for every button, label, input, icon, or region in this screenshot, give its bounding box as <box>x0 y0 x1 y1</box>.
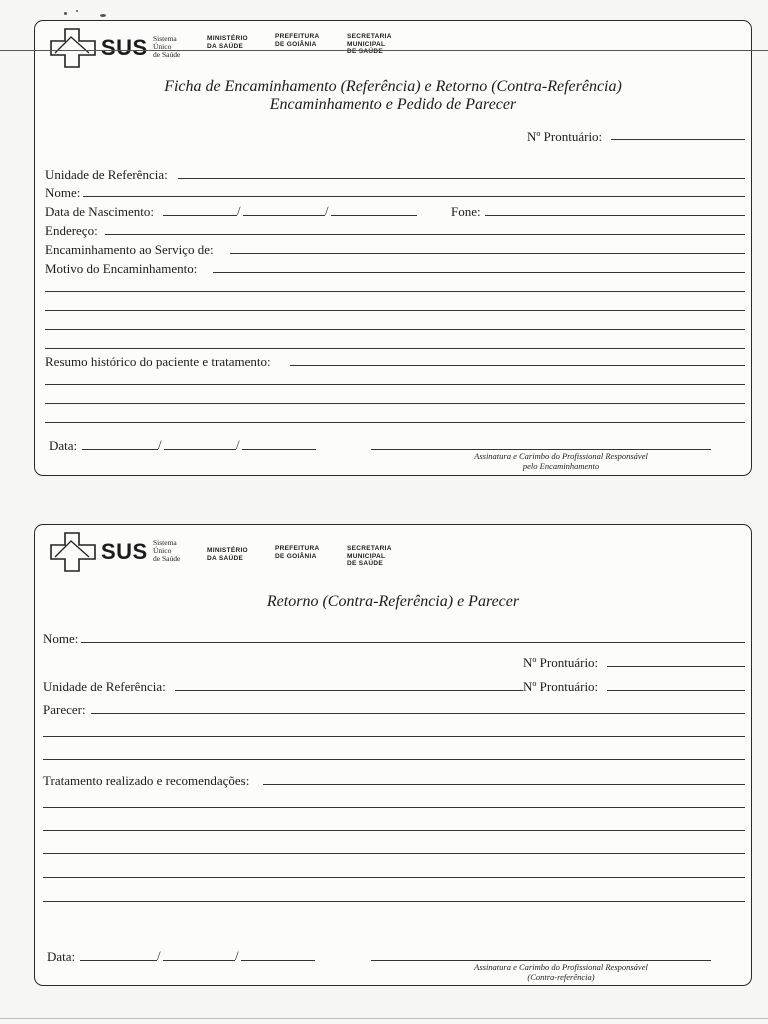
ministerio-label: MINISTÉRIO DA SAÚDE <box>207 35 248 50</box>
fone-field[interactable] <box>485 215 745 216</box>
data-month-field[interactable] <box>163 960 235 961</box>
form-title: Ficha de Encaminhamento (Referência) e Retorno (Contra-Referência) <box>164 78 622 95</box>
prontuario-field-2[interactable] <box>607 690 745 691</box>
form-title: Retorno (Contra-Referência) e Parecer <box>266 593 520 610</box>
data-label: Data: <box>47 949 76 964</box>
nascimento-day-field[interactable] <box>163 215 237 216</box>
data-day-field[interactable] <box>82 449 158 450</box>
signature-caption: Assinatura e Carimbo do Profissional Responsável pelo Encaminhamento <box>474 451 648 471</box>
prontuario-field[interactable] <box>611 139 745 140</box>
nascimento-year-field[interactable] <box>331 215 417 216</box>
date-separator: / <box>237 203 241 218</box>
tratamento-label: Tratamento realizado e recomendações: <box>43 773 250 788</box>
signature-caption: Assinatura e Carimbo do Profissional Responsável (Contra-referência) <box>474 962 648 982</box>
nome-label: Nome: <box>43 631 79 646</box>
motivo-field-line[interactable] <box>45 348 745 349</box>
scan-artifact-line <box>0 50 768 51</box>
date-separator: / <box>158 437 162 452</box>
nascimento-month-field[interactable] <box>243 215 325 216</box>
date-separator: / <box>325 203 329 218</box>
data-month-field[interactable] <box>164 449 236 450</box>
sus-wordmark: SUS <box>101 35 148 60</box>
resumo-field[interactable] <box>290 365 745 366</box>
endereco-label: Endereço: <box>45 223 98 238</box>
prontuario-label: Nº Prontuário: <box>527 129 603 144</box>
nascimento-label: Data de Nascimento: <box>45 204 155 219</box>
encaminhamento-servico-label: Encaminhamento ao Serviço de: <box>45 242 214 257</box>
motivo-field-line[interactable] <box>45 310 745 311</box>
resumo-field-line[interactable] <box>45 422 745 423</box>
date-separator: / <box>157 948 161 963</box>
motivo-label: Motivo do Encaminhamento: <box>45 261 198 276</box>
unidade-label: Unidade de Referência: <box>43 679 166 694</box>
tratamento-field[interactable] <box>263 784 745 785</box>
sus-subtitle: Sistema Único de Saúde <box>153 34 181 59</box>
prontuario-label: Nº Prontuário: <box>523 655 599 670</box>
data-year-field[interactable] <box>241 960 315 961</box>
counter-referral-form-card <box>34 524 752 986</box>
endereco-field[interactable] <box>105 234 745 235</box>
tratamento-field-line[interactable] <box>43 807 745 808</box>
data-label: Data: <box>49 438 78 453</box>
date-separator: / <box>236 437 240 452</box>
data-day-field[interactable] <box>80 960 157 961</box>
fone-label: Fone: <box>451 204 481 219</box>
scan-speck <box>100 14 106 17</box>
parecer-field-line[interactable] <box>43 759 745 760</box>
tratamento-field-line[interactable] <box>43 877 745 878</box>
sus-cross-logo-icon <box>49 531 99 573</box>
nome-field[interactable] <box>81 642 745 643</box>
encaminhamento-servico-field[interactable] <box>230 253 745 254</box>
ministerio-label: MINISTÉRIO DA SAÚDE <box>207 547 248 562</box>
scan-speck <box>64 12 67 15</box>
date-separator: / <box>235 948 239 963</box>
sus-wordmark: SUS <box>101 539 148 564</box>
resumo-field-line[interactable] <box>45 384 745 385</box>
form-header-logos <box>49 531 469 571</box>
prefeitura-label: PREFEITURA DE GOIÂNIA <box>275 545 320 560</box>
sus-cross-logo-icon <box>49 27 99 69</box>
signature-line[interactable] <box>371 960 711 961</box>
parecer-label: Parecer: <box>43 702 86 717</box>
sus-subtitle: Sistema Único de Saúde <box>153 538 181 563</box>
form-header-logos <box>49 27 469 67</box>
unidade-field[interactable] <box>178 178 745 179</box>
referral-form-card <box>34 20 752 476</box>
motivo-field[interactable] <box>213 272 745 273</box>
motivo-field-line[interactable] <box>45 329 745 330</box>
prontuario-label-2: Nº Prontuário: <box>523 679 599 694</box>
resumo-label: Resumo histórico do paciente e tratamento: <box>45 354 271 369</box>
tratamento-field-line[interactable] <box>43 830 745 831</box>
secretaria-label: SECRETARIA MUNICIPAL DE SAÚDE <box>347 33 392 55</box>
secretaria-label: SECRETARIA MUNICIPAL DE SAÚDE <box>347 545 392 567</box>
prontuario-field[interactable] <box>607 666 745 667</box>
parecer-field-line[interactable] <box>43 736 745 737</box>
tratamento-field-line[interactable] <box>43 901 745 902</box>
nome-label: Nome: <box>45 185 81 200</box>
form-subtitle: Encaminhamento e Pedido de Parecer <box>269 96 517 113</box>
scan-speck <box>76 10 78 12</box>
scan-edge-line <box>0 1018 768 1019</box>
nome-field[interactable] <box>83 196 745 197</box>
signature-line[interactable] <box>371 449 711 450</box>
unidade-field[interactable] <box>175 690 523 691</box>
parecer-field[interactable] <box>91 713 745 714</box>
motivo-field-line[interactable] <box>45 291 745 292</box>
data-year-field[interactable] <box>242 449 316 450</box>
prefeitura-label: PREFEITURA DE GOIÂNIA <box>275 33 320 48</box>
unidade-label: Unidade de Referência: <box>45 167 168 182</box>
tratamento-field-line[interactable] <box>43 853 745 854</box>
resumo-field-line[interactable] <box>45 403 745 404</box>
